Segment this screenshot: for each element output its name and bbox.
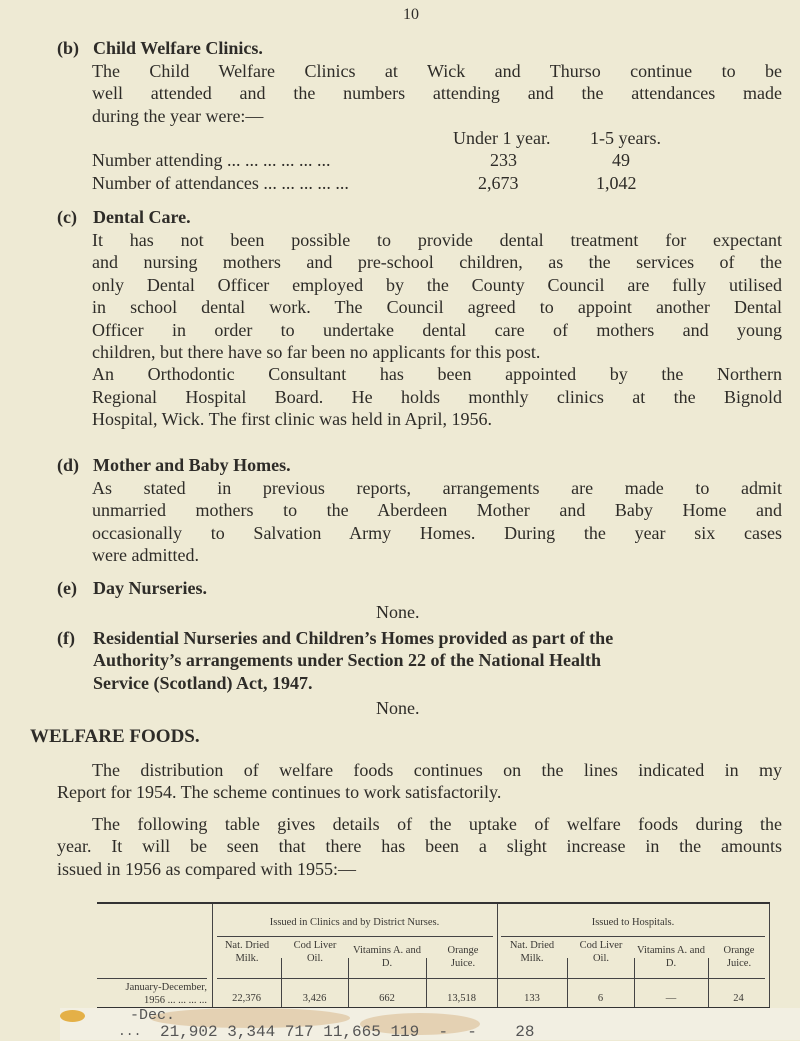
col-header: Cod Liver Oil.: [579, 940, 623, 964]
row-label: 1956 ... ... ... ...: [144, 995, 207, 1006]
cell: 6: [597, 993, 604, 1004]
section-title: Service (Scotland) Act, 1947.: [93, 672, 313, 693]
section-label: (d): [57, 455, 79, 475]
cell: 233: [490, 150, 517, 171]
section-title: Mother and Baby Homes.: [93, 455, 291, 475]
welfare-p1: [57, 759, 782, 804]
text-line: and nursing mothers and pre-school children, as the services of the: [92, 252, 782, 273]
text-line: well attended and the numbers attending and the attendances made: [92, 83, 782, 104]
section-d-heading: [57, 454, 291, 476]
section-e-heading: [57, 577, 207, 599]
text-line: during the year were:—: [92, 105, 264, 126]
text-line: in school dental work. The Council agreed to appoint another Dental: [92, 297, 782, 318]
section-f-heading: [57, 627, 613, 694]
col-header: Nat. Dried Milk.: [224, 940, 270, 964]
section-b-text: [92, 60, 782, 127]
section-title: Authority’s arrangements under Section 22 of the National Health: [93, 650, 601, 671]
text-line: issued in 1956 as compared with 1955:—: [57, 858, 356, 879]
section-label: (b): [57, 38, 79, 58]
text-line: occasionally to Salvation Army Homes. During the year six cases: [92, 522, 782, 543]
text-line: It has not been possible to provide dental treatment for expectant: [92, 230, 782, 250]
section-c-heading: [57, 206, 191, 228]
cell: 13,518: [447, 993, 476, 1004]
col-header: Vitamins A. and D.: [637, 945, 705, 969]
text-line: Hospital, Wick. The first clinic was held in April, 1956.: [92, 409, 493, 430]
table-row: [92, 149, 772, 171]
row-label: January-December,: [125, 982, 207, 993]
text-line: The following table gives details of the uptake of welfare foods during the: [92, 814, 782, 834]
cell: 2,673: [478, 172, 519, 193]
text-line: Report for 1954. The scheme continues to work satisfactorily.: [57, 782, 502, 803]
cell: 3,426: [302, 993, 327, 1004]
section-b-heading: [57, 37, 263, 59]
text-line: The distribution of welfare foods continues on the lines indicated in my: [92, 760, 782, 780]
col-header: Cod Liver Oil.: [293, 940, 337, 964]
section-label: (f): [57, 628, 75, 648]
cell: 24: [733, 993, 744, 1004]
section-label: (c): [57, 207, 77, 227]
text-line: The Child Welfare Clinics at Wick and Thurso continue to be: [92, 61, 782, 81]
text-line: An Orthodontic Consultant has been appointed by the Northern: [92, 364, 782, 385]
text-line: only Dental Officer employed by the County Council are fully utilised: [92, 274, 782, 295]
welfare-foods-table: [97, 902, 770, 1009]
clinic-attendance-table: [92, 127, 772, 194]
col-header: Orange Juice.: [723, 945, 755, 969]
typed-dots: ...: [118, 1024, 150, 1039]
section-title: Residential Nurseries and Children’s Homes provided as part of the: [93, 628, 614, 648]
typed-label: -Dec.: [130, 1007, 176, 1024]
text-line: unmarried mothers to the Aberdeen Mother and Baby Home and: [92, 500, 782, 521]
section-title: Child Welfare Clinics.: [93, 38, 263, 58]
page-number: 10: [403, 6, 419, 23]
group-header: Issued in Clinics and by District Nurses.: [269, 917, 440, 928]
typed-paper-strip: [60, 1008, 800, 1040]
group-header: Issued to Hospitals.: [591, 917, 675, 928]
cell: 133: [524, 993, 540, 1004]
welfare-p2: [57, 813, 782, 880]
text-line: As stated in previous reports, arrangements are made to admit: [92, 478, 782, 498]
typed-values: 21,902 3,344 717 11,665 119 - - 28: [160, 1023, 535, 1041]
col-header: Orange Juice.: [447, 945, 479, 969]
text-line: Regional Hospital Board. He holds monthly clinics at the Bignold: [92, 386, 782, 407]
cell: 1,042: [596, 172, 637, 193]
table-row: [92, 172, 772, 194]
section-d-text: [92, 477, 782, 567]
text-line: children, but there have so far been no applicants for this post.: [92, 342, 541, 363]
text-line: were admitted.: [92, 545, 199, 566]
none-text: None.: [376, 602, 420, 622]
cell: —: [665, 993, 677, 1004]
text-line: year. It will be seen that there has been a slight increase in the amounts: [57, 836, 782, 857]
section-label: (e): [57, 578, 77, 598]
none-text: None.: [376, 698, 420, 718]
cell: 662: [379, 993, 395, 1004]
section-title: Dental Care.: [93, 207, 191, 227]
row-label: Number attending ... ... ... ... ... ...: [92, 150, 331, 171]
welfare-foods-heading: WELFARE FOODS.: [30, 726, 200, 747]
col-header: Vitamins A. and D.: [353, 945, 421, 969]
text-line: Officer in order to undertake dental care of mothers and young: [92, 319, 782, 340]
cell: 22,376: [232, 993, 261, 1004]
row-label: Number of attendances ... ... ... ... ...: [92, 172, 349, 193]
col-header: Nat. Dried Milk.: [509, 940, 555, 964]
col-header: Under 1 year.: [453, 128, 551, 148]
section-title: Day Nurseries.: [93, 578, 207, 598]
col-header: 1-5 years.: [590, 128, 661, 148]
cell: 49: [612, 150, 630, 171]
section-c-text: [92, 229, 782, 431]
